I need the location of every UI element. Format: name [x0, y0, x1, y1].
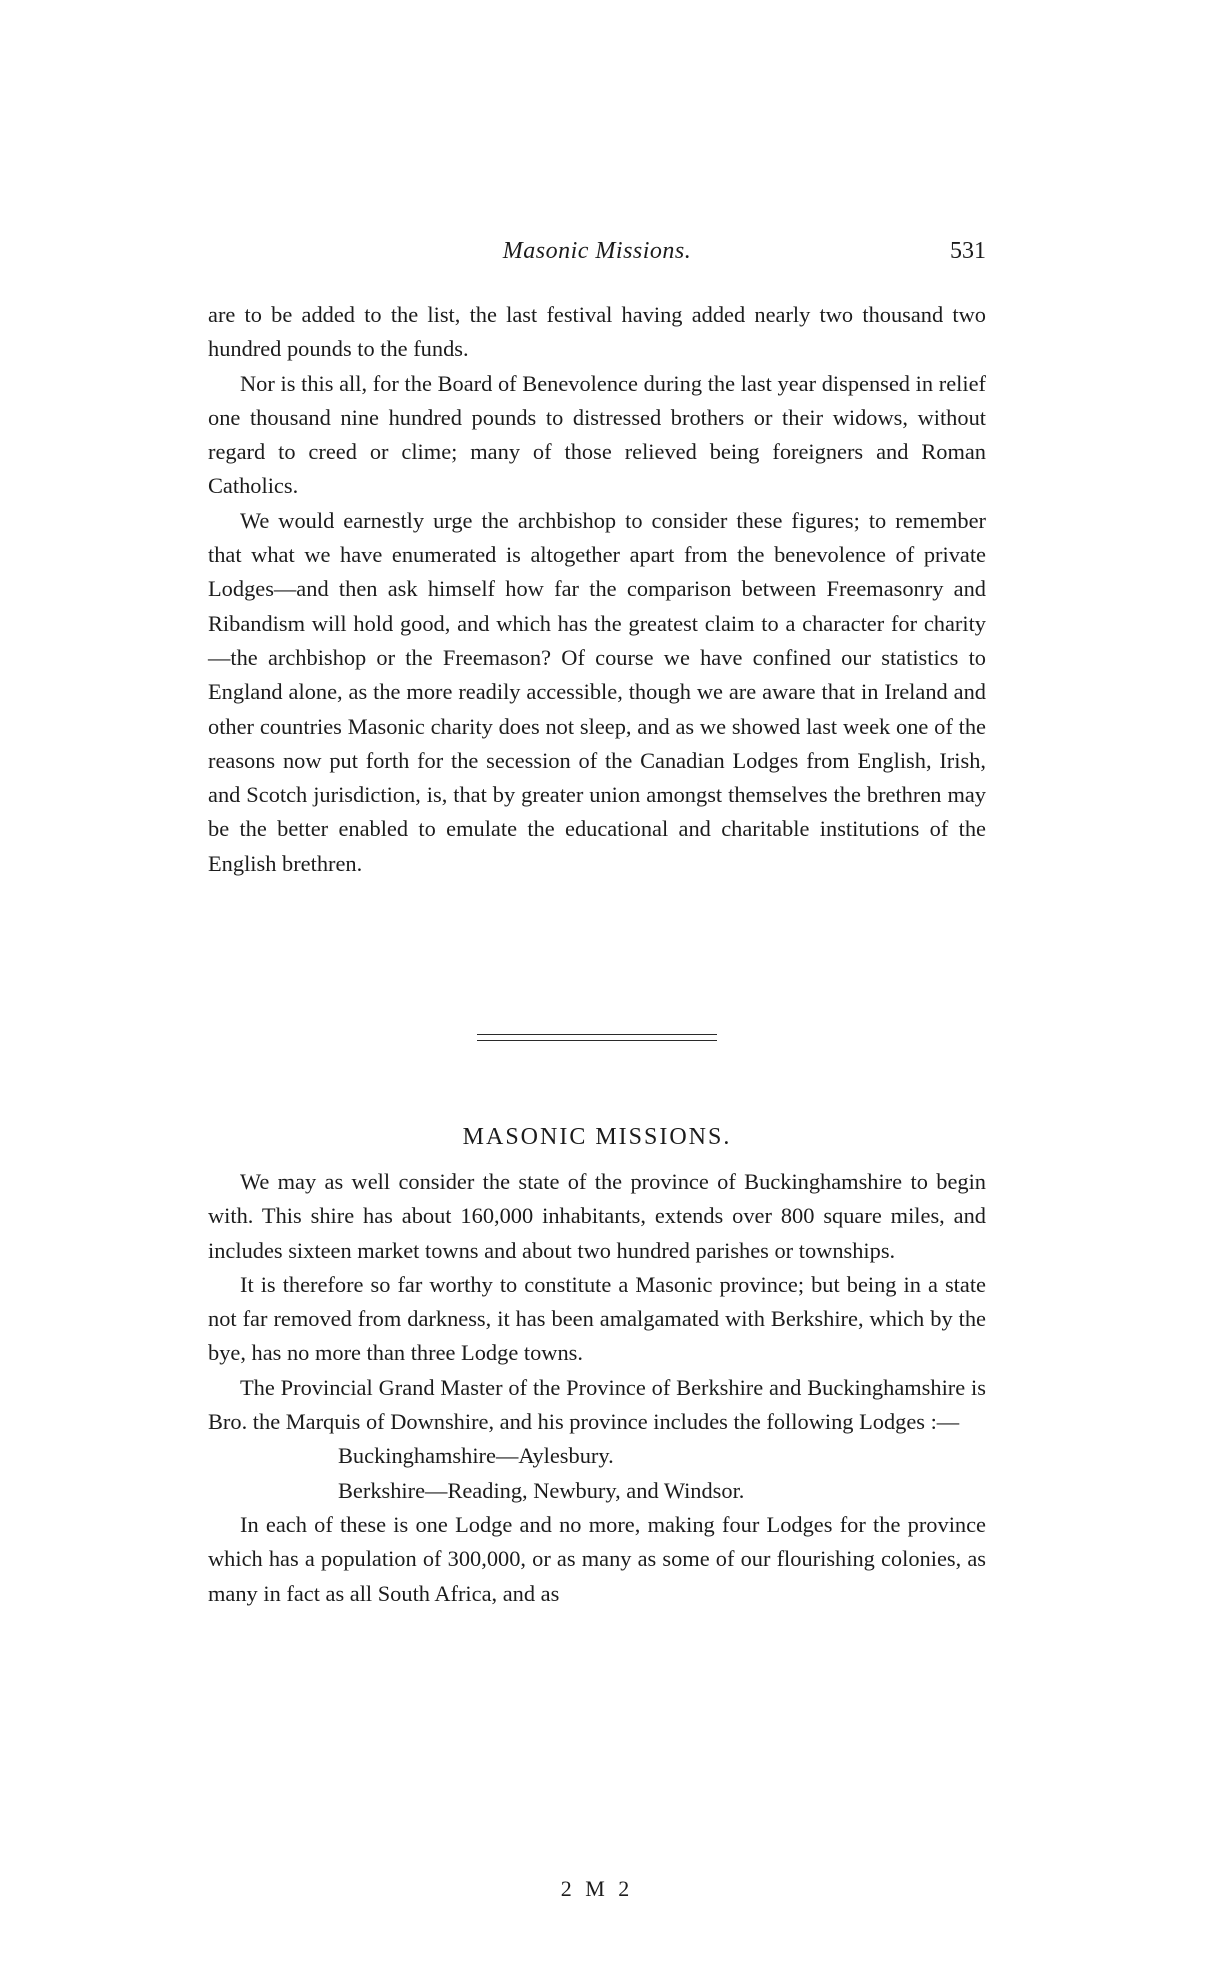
paragraph: Nor is this all, for the Board of Benevolence during the last year dispensed in relief one thousand nine hundred pounds to distressed brothers or their widows, without regard to creed or clime; many of those relieved being foreigners and Roman Catholics. — [208, 370, 986, 499]
continued-text — [208, 298, 986, 881]
paragraph: It is therefore so far worthy to constitute a Masonic province; but being in a state not far removed from darkness, it has been amalgamated with Berkshire, which by the bye, has no more than three Lodge towns. — [208, 1271, 986, 1366]
article-body — [208, 1165, 986, 1611]
section-divider — [477, 1034, 717, 1044]
paragraph: The Provincial Grand Master of the Province of Berkshire and Buckinghamshire is Bro. the Marquis of Downshire, and his province includes the following Lodges :— — [208, 1374, 986, 1435]
page-number: 531 — [950, 238, 986, 264]
lodge-list-item: Buckinghamshire—Aylesbury. — [338, 1443, 614, 1469]
divider-line — [477, 1034, 717, 1035]
divider-line — [477, 1040, 717, 1041]
signature-mark: 2 M 2 — [560, 1876, 634, 1901]
paragraph: We would earnestly urge the archbishop to consider these figures; to remember that what we have enumerated is altogether apart from the benevolence of private Lodges—and then ask himself how far the comparison between Freemasonry and Ribandism will hold good, and which has the greatest claim to a character for charity—the archbishop or the Freemason? Of course we have confined our statistics to England alone, as the more readily accessible, though we are aware that in Ireland and other countries Masonic charity does not sleep, and as we showed last week one of the reasons now put forth for the secession of the Canadian Lodges from English, Irish, and Scotch jurisdiction, is, that by greater union amongst themselves the brethren may be the better enabled to emulate the educational and charitable institutions of the English brethren. — [208, 507, 986, 876]
running-title: Masonic Missions. — [502, 238, 692, 264]
article-heading: MASONIC MISSIONS. — [462, 1124, 732, 1150]
running-head — [208, 238, 986, 278]
paragraph: are to be added to the list, the last festival having added nearly two thousand two hundred pounds to the funds. — [208, 302, 986, 362]
paragraph: We may as well consider the state of the province of Buckinghamshire to begin with. This shire has about 160,000 inhabitants, extends over 800 square miles, and includes sixteen market towns and about two hundred parishes or townships. — [208, 1169, 986, 1263]
paragraph: In each of these is one Lodge and no more, making four Lodges for the province which has a population of 300,000, or as many as some of our flourishing colonies, as many in fact as all South Africa, and as — [208, 1511, 986, 1606]
lodge-list-item: Berkshire—Reading, Newbury, and Windsor. — [338, 1477, 745, 1503]
